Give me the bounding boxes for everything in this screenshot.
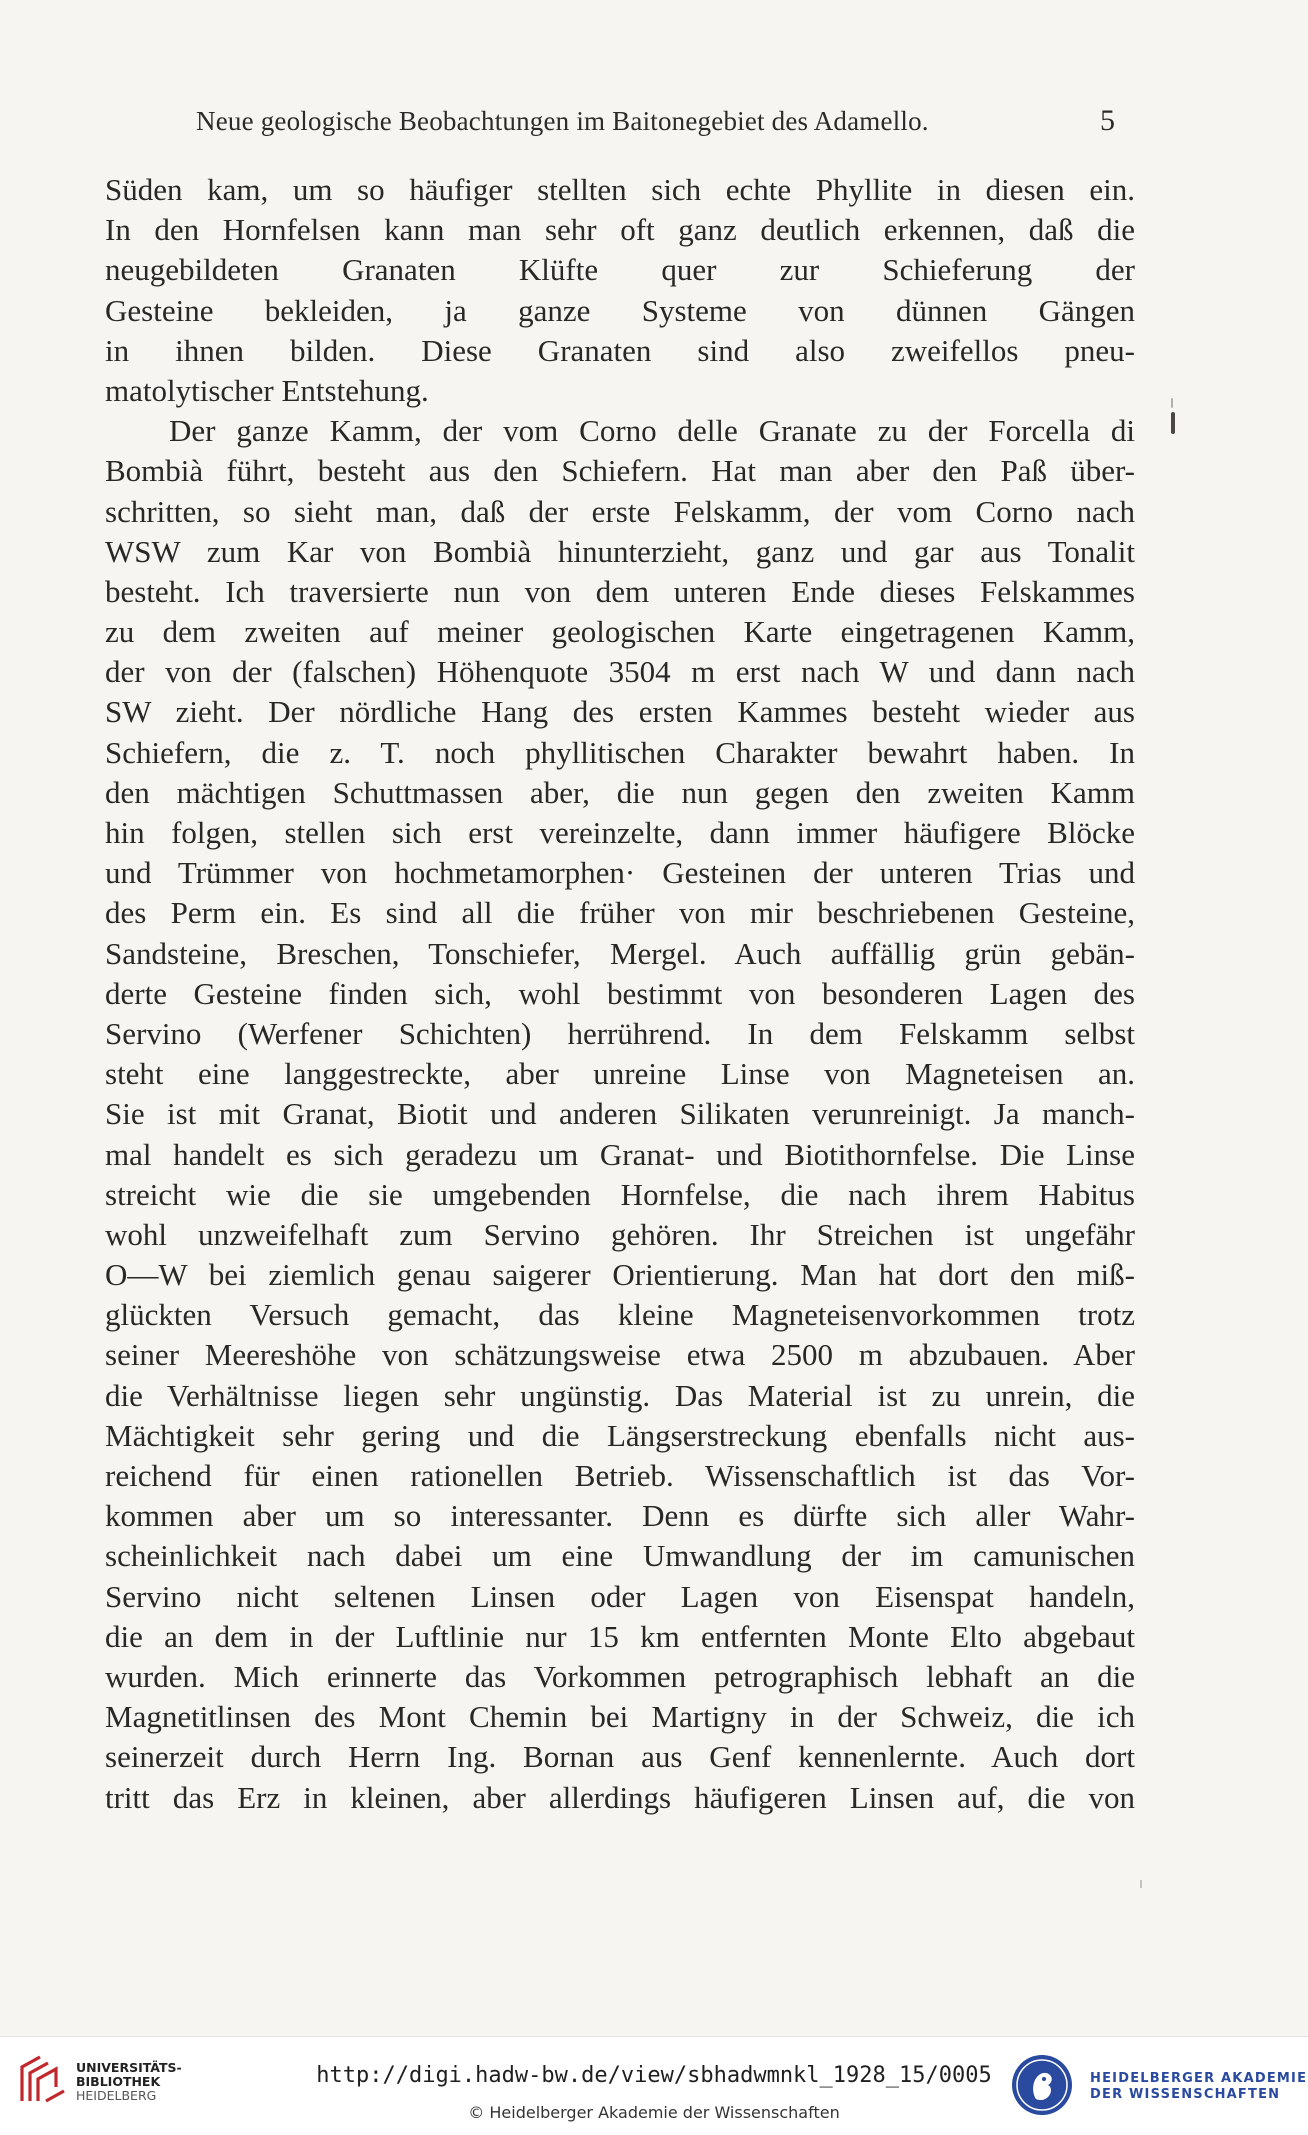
text-line: matolytischer Entstehung. — [105, 372, 429, 408]
text-line: des Perm ein. Es sind all die früher von mir beschriebenen Gesteine, — [105, 895, 1135, 931]
running-title: Neue geologische Beobachtungen im Baitonegebiet des Adamello. — [196, 106, 929, 136]
academy-name-line: DER WISSENSCHAFTEN — [1090, 2087, 1281, 2102]
text-line: reichend für einen rationellen Betrieb. Wissenschaftlich ist das Vor- — [105, 1458, 1135, 1493]
academy-name — [1090, 2071, 1307, 2103]
text-line: besteht. Ich traversierte nun von dem unteren Ende dieses Felskammes — [105, 573, 1135, 609]
text-line: die an dem in der Luftlinie nur 15 km entfernten Monte Elto abgebaut — [105, 1618, 1135, 1654]
academy-name-line: HEIDELBERGER AKADEMIE — [1090, 2071, 1308, 2086]
copyright-notice: © Heidelberger Akademie der Wissenschaften — [468, 2103, 840, 2122]
text-line: SW zieht. Der nördliche Hang des ersten Kammes besteht wieder aus — [105, 694, 1135, 730]
text-line: Süden kam, um so häufiger stellten sich echte Phyllite in diesen ein. — [105, 172, 1135, 207]
text-line: in ihnen bilden. Diese Granaten sind also zweifellos pneu- — [105, 332, 1135, 368]
text-line: die Verhältnisse liegen sehr ungünstig. Das Material ist zu unrein, die — [105, 1377, 1135, 1413]
text-line: glückten Versuch gemacht, das kleine Magneteisenvorkommen trotz — [105, 1297, 1135, 1333]
text-line: wohl unzweifelhaft zum Servino gehören. Ihr Streichen ist ungefähr — [105, 1216, 1135, 1252]
text-line: seinerzeit durch Herrn Ing. Bornan aus Genf kennenlernte. Auch dort — [105, 1739, 1135, 1775]
text-line: schritten, so sieht man, daß der erste Felskamm, der vom Corno nach — [105, 493, 1135, 529]
text-line: zu dem zweiten auf meiner geologischen Karte eingetragenen Kamm, — [105, 614, 1135, 650]
body-text — [105, 170, 1135, 1818]
text-line: mal handelt es sich geradezu um Granat- und Biotithornfelse. Die Linse — [105, 1136, 1135, 1172]
text-line: WSW zum Kar von Bombià hinunterzieht, ganz und gar aus Tonalit — [105, 533, 1135, 569]
text-line: seiner Meereshöhe von schätzungsweise etwa 2500 m abzubauen. Aber — [105, 1337, 1135, 1373]
page-number: 5 — [1100, 104, 1115, 137]
text-line: kommen aber um so interessanter. Denn es dürfte sich aller Wahr- — [105, 1498, 1135, 1534]
text-line: In den Hornfelsen kann man sehr oft ganz deutlich erkennen, daß die — [105, 212, 1135, 248]
text-line: der von der (falschen) Höhenquote 3504 m erst nach W und dann nach — [105, 654, 1135, 690]
text-line: O—W bei ziemlich genau saigerer Orientierung. Man hat dort den miß- — [105, 1257, 1135, 1293]
permalink-url[interactable]: http://digi.hadw-bw.de/view/sbhadwmnkl_1928_15/0005 — [316, 2063, 992, 2088]
text-line: tritt das Erz in kleinen, aber allerdings häufigeren Linsen auf, die von — [105, 1779, 1135, 1815]
margin-mark — [1171, 398, 1173, 408]
text-line: Servino nicht seltenen Linsen oder Lagen von Eisenspat handeln, — [105, 1578, 1135, 1614]
text-line: Gesteine bekleiden, ja ganze Systeme von dünnen Gängen — [105, 292, 1135, 328]
library-name-line: BIBLIOTHEK — [76, 2074, 161, 2089]
text-line: steht eine langgestreckte, aber unreine Linse von Magneteisen an. — [105, 1056, 1135, 1092]
text-line: derte Gesteine finden sich, wohl bestimmt von besonderen Lagen des — [105, 975, 1135, 1011]
library-name-line: UNIVERSITÄTS- — [76, 2060, 182, 2075]
viewer-footer — [0, 2036, 1308, 2135]
text-line: Sie ist mit Granat, Biotit und anderen Silikaten verunreinigt. Ja manch- — [105, 1096, 1135, 1132]
text-line: neugebildeten Granaten Klüfte quer zur Schieferung der — [105, 252, 1135, 288]
text-line: den mächtigen Schuttmassen aber, die nun gegen den zweiten Kamm — [105, 774, 1135, 810]
text-line: hin folgen, stellen sich erst vereinzelte, dann immer häufigere Blöcke — [105, 815, 1135, 850]
text-line: und Trümmer von hochmetamorphen· Gesteinen der unteren Trias und — [105, 855, 1135, 891]
text-line: Servino (Werfener Schichten) herrührend. In dem Felskamm selbst — [105, 1015, 1135, 1051]
margin-mark — [1171, 412, 1175, 434]
scan-speck — [1140, 1880, 1142, 1888]
text-line: wurden. Mich erinnerte das Vorkommen petrographisch lebhaft an die — [105, 1658, 1135, 1694]
text-line: Schiefern, die z. T. noch phyllitischen Charakter bewahrt haben. In — [105, 734, 1135, 770]
academy-seal-logo-icon — [1010, 2053, 1074, 2117]
text-line: Magnetitlinsen des Mont Chemin bei Martigny in der Schweiz, die ich — [105, 1699, 1135, 1735]
text-line: streicht wie die sie umgebenden Hornfelse, die nach ihrem Habitus — [105, 1176, 1135, 1212]
text-line: Mächtigkeit sehr gering und die Längserstreckung ebenfalls nicht aus- — [105, 1417, 1135, 1453]
library-city-line: HEIDELBERG — [76, 2088, 157, 2103]
text-line: Bombià führt, besteht aus den Schiefern. Hat man aber den Paß über- — [105, 453, 1135, 489]
text-line: Sandsteine, Breschen, Tonschiefer, Mergel. Auch auffällig grün gebän- — [105, 935, 1135, 971]
text-line: scheinlichkeit nach dabei um eine Umwandlung der im camunischen — [105, 1538, 1135, 1574]
text-line: Der ganze Kamm, der vom Corno delle Granate zu der Forcella di — [169, 413, 1135, 449]
